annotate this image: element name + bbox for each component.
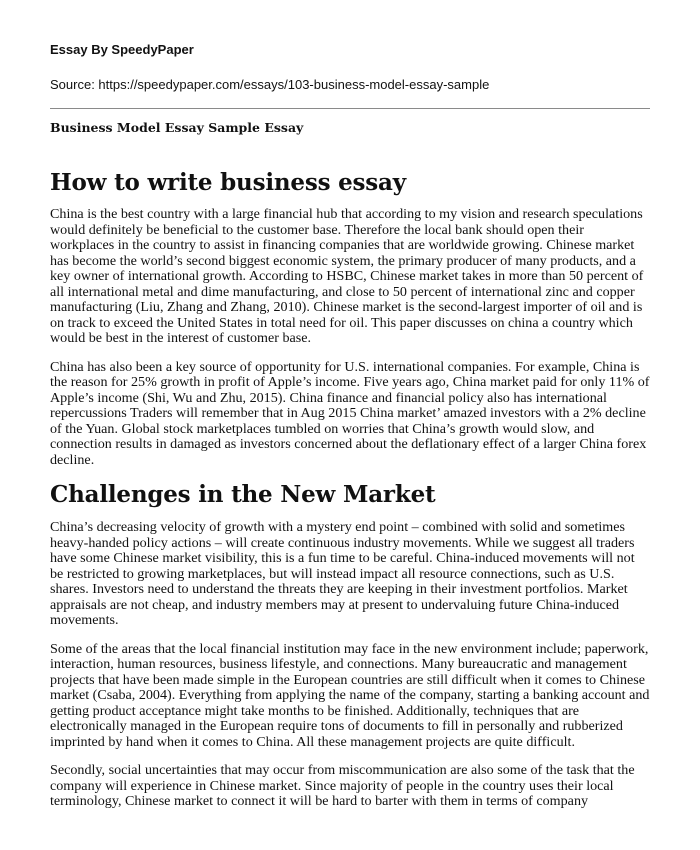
document-title: Business Model Essay Sample Essay <box>50 120 304 135</box>
section-heading-how-to-write: How to write business essay <box>50 169 406 196</box>
source-line: Source: https://speedypaper.com/essays/103-business-model-essay-sample <box>50 77 490 92</box>
paragraph-1: China is the best country with a large financial hub that according to my vision and research speculations would definitely be beneficial to the customer base. Therefore the local bank should open their workplaces in the country to assist in financing companies that are worldwide growing. Chinese market has become the world’s second biggest economic system, the primary producer of many products, and a key owner of international growth. According to HSBC, Chinese market takes in more than 50 percent of all international metal and dime manufacturing, and close to 50 percent of international zinc and copper manufacturing (Liu, Zhang and Zhang, 2010). Chinese market is the second-largest importer of oil and is on track to exceed the United States in total need for oil. This paper discusses on china a country which would be best in the interest of customer base. <box>50 206 644 346</box>
section-heading-challenges: Challenges in the New Market <box>50 481 436 508</box>
paragraph-4: Some of the areas that the local financial institution may face in the new environment include; paperwork, interaction, human resources, business lifestyle, and connections. Many bureaucratic and management projects that have been made simple in the European countries are still difficult when it comes to Chinese market (Csaba, 2004). Everything from applying the name of the company, starting a banking account and getting product acceptance might take months to be finished. Additionally, techniques that are electronically managed in the European require tons of documents to fill in personally and rubberized imprinted by hand when it comes to China. All these management projects are quite difficult. <box>50 640 650 750</box>
paragraph-5: Secondly, social uncertainties that may occur from miscommunication are also some of the task that the company will experience in Chinese market. Since majority of people in the country uses their local terminology, Chinese market to connect it will be hard to barter with them in terms of company <box>50 762 635 809</box>
brand-label: Essay By SpeedyPaper <box>50 42 194 57</box>
paragraph-3: China’s decreasing velocity of growth with a mystery end point – combined with solid and sometimes heavy-handed policy actions – will create continuous industry movements. While we suggest all traders have some Chinese market visibility, this is a fun time to be careful. China-induced movements will not be restricted to growing marketplaces, but will instead impact all resource connections, such as U.S. shares. Investors need to understand the threats they are keeping in their investment portfolios. Market appraisals are not cheap, and industry members may at present to undervaluing future China-induced movements. <box>50 519 635 628</box>
paragraph-2: China has also been a key source of opportunity for U.S. international companies. For example, China is the reason for 25% growth in profit of Apple’s income. Five years ago, China market paid for only 11% of Apple’s income (Shi, Wu and Zhu, 2015). China finance and financial policy also has international repercussions Traders will remember that in Aug 2015 China market’ amazed investors with a 2% decline of the Yuan. Global stock marketplaces tumbled on worries that China’s growth would slow, and connection results in damaged as investors concerned about the deflationary effect of a larger China forex decline. <box>50 358 650 468</box>
document-header <box>50 42 660 93</box>
header-divider <box>50 108 650 109</box>
article-content <box>50 169 650 823</box>
